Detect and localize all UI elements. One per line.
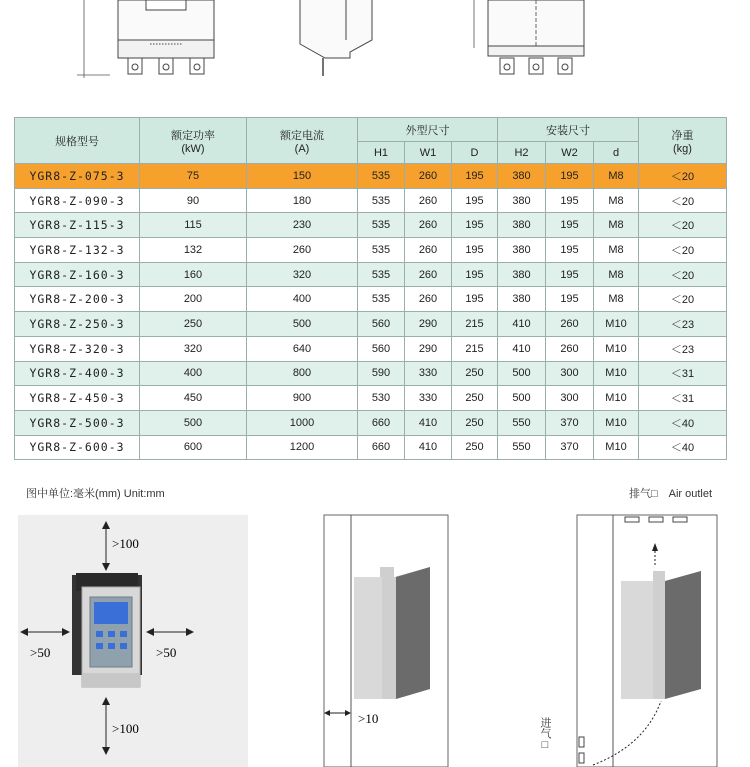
cell-current: 1200 [247,435,358,460]
cell-h1: 535 [358,213,405,238]
cell-w2: 195 [546,164,594,189]
cell-power: 450 [140,386,247,411]
cell-d-bolt: M10 [594,386,639,411]
cell-w1: 290 [405,336,452,361]
cell-h2: 380 [498,287,546,312]
cell-w1: 290 [405,312,452,337]
cell-weight: ＜31 [639,361,727,386]
cell-weight: ＜20 [639,164,727,189]
cell-d: 195 [452,238,498,263]
cell-h2: 410 [498,312,546,337]
cell-w1: 260 [405,213,452,238]
cell-w2: 260 [546,312,594,337]
cell-d: 215 [452,312,498,337]
clearance-diagram-front [0,505,260,767]
cell-current: 230 [247,213,358,238]
air-outlet-label: 排气□ Air outlet [629,488,713,500]
cell-model: YGR8-Z-160-3 [15,262,140,287]
cell-w1: 260 [405,287,452,312]
cell-w1: 260 [405,262,452,287]
cell-current: 800 [247,361,358,386]
cell-current: 320 [247,262,358,287]
cell-h2: 380 [498,213,546,238]
cell-d: 250 [452,435,498,460]
cell-current: 180 [247,188,358,213]
air-inlet-label: 进气□ [539,717,551,751]
cell-model: YGR8-Z-200-3 [15,287,140,312]
cell-weight: ＜31 [639,386,727,411]
header-d-lower: d [594,142,639,164]
table-row [15,336,727,361]
cell-model: YGR8-Z-250-3 [15,312,140,337]
cell-h1: 660 [358,435,405,460]
cell-h2: 500 [498,386,546,411]
cell-weight: ＜40 [639,435,727,460]
cell-power: 320 [140,336,247,361]
clearance-top-label: >100 [112,536,139,551]
cell-h2: 500 [498,361,546,386]
cell-current: 150 [247,164,358,189]
cell-h1: 535 [358,188,405,213]
cell-h1: 530 [358,386,405,411]
cell-w2: 195 [546,262,594,287]
cell-power: 75 [140,164,247,189]
header-outer-dims: 外型尺寸 [358,118,498,142]
header-h2: H2 [498,142,546,164]
header-model: 规格型号 [15,118,140,164]
cell-w2: 370 [546,410,594,435]
cell-power: 115 [140,213,247,238]
cell-d-bolt: M8 [594,287,639,312]
cell-weight: ＜40 [639,410,727,435]
clearance-left-label: >50 [30,645,51,660]
cell-w2: 370 [546,435,594,460]
spec-table [14,117,727,460]
cell-h2: 380 [498,262,546,287]
unit-note: 图中单位:毫米(mm) Unit:mm [26,488,165,500]
cell-model: YGR8-Z-132-3 [15,238,140,263]
header-current: 额定电流 (A) [247,118,358,164]
cell-d-bolt: M10 [594,410,639,435]
cell-h1: 535 [358,262,405,287]
cell-power: 600 [140,435,247,460]
cell-d-bolt: M10 [594,435,639,460]
cell-d-bolt: M8 [594,262,639,287]
cell-power: 132 [140,238,247,263]
header-power: 额定功率 (kW) [140,118,247,164]
cell-w1: 330 [405,386,452,411]
cell-power: 500 [140,410,247,435]
table-row [15,435,727,460]
header-h1: H1 [358,142,405,164]
table-row [15,164,727,189]
table-row [15,312,727,337]
cell-power: 160 [140,262,247,287]
table-row [15,213,727,238]
cell-w1: 410 [405,435,452,460]
cell-w2: 300 [546,386,594,411]
header-d-upper: D [452,142,498,164]
cell-w2: 195 [546,188,594,213]
cell-model: YGR8-Z-075-3 [15,164,140,189]
cell-current: 500 [247,312,358,337]
table-row [15,188,727,213]
clearance-right-label: >50 [156,645,177,660]
cell-d-bolt: M10 [594,361,639,386]
cell-h2: 550 [498,435,546,460]
cell-model: YGR8-Z-090-3 [15,188,140,213]
cell-d: 195 [452,287,498,312]
cell-w2: 300 [546,361,594,386]
spec-table-body [15,164,727,460]
cell-w2: 195 [546,287,594,312]
cell-h2: 380 [498,188,546,213]
table-row [15,238,727,263]
cell-h1: 535 [358,238,405,263]
dimension-drawings [0,0,750,100]
header-weight: 净重 (kg) [639,118,727,164]
cell-current: 260 [247,238,358,263]
cell-w1: 260 [405,164,452,189]
header-w2: W2 [546,142,594,164]
header-install-dims: 安装尺寸 [498,118,639,142]
cell-weight: ＜20 [639,213,727,238]
table-row [15,386,727,411]
airflow-diagram [565,505,740,767]
cell-h1: 560 [358,336,405,361]
cell-d: 250 [452,386,498,411]
clearance-side-label: >10 [358,711,379,726]
cell-weight: ＜23 [639,312,727,337]
cell-current: 900 [247,386,358,411]
header-w1: W1 [405,142,452,164]
cell-h1: 535 [358,164,405,189]
table-row [15,287,727,312]
clearance-diagram-side [300,505,470,767]
cell-power: 90 [140,188,247,213]
cell-w1: 410 [405,410,452,435]
cell-h1: 590 [358,361,405,386]
cell-d: 195 [452,213,498,238]
cell-h1: 560 [358,312,405,337]
cell-model: YGR8-Z-400-3 [15,361,140,386]
cell-model: YGR8-Z-320-3 [15,336,140,361]
cell-h2: 380 [498,164,546,189]
cell-w1: 260 [405,238,452,263]
cell-d-bolt: M10 [594,336,639,361]
cell-w2: 195 [546,238,594,263]
cell-weight: ＜20 [639,262,727,287]
cell-w1: 330 [405,361,452,386]
cell-w2: 195 [546,213,594,238]
cell-model: YGR8-Z-600-3 [15,435,140,460]
cell-h1: 660 [358,410,405,435]
cell-d: 250 [452,410,498,435]
cell-d-bolt: M8 [594,188,639,213]
cell-w1: 260 [405,188,452,213]
cell-weight: ＜20 [639,238,727,263]
cell-current: 640 [247,336,358,361]
cell-h2: 410 [498,336,546,361]
cell-power: 200 [140,287,247,312]
cell-h2: 380 [498,238,546,263]
cell-d-bolt: M8 [594,213,639,238]
cell-weight: ＜20 [639,287,727,312]
cell-current: 1000 [247,410,358,435]
cell-power: 400 [140,361,247,386]
clearance-bottom-label: >100 [112,721,139,736]
cell-h2: 550 [498,410,546,435]
cell-weight: ＜23 [639,336,727,361]
cell-d-bolt: M8 [594,238,639,263]
cell-h1: 535 [358,287,405,312]
cell-power: 250 [140,312,247,337]
cell-d: 195 [452,164,498,189]
cell-d-bolt: M8 [594,164,639,189]
cell-w2: 260 [546,336,594,361]
cell-d: 195 [452,188,498,213]
soft-starter-device-image [72,573,142,687]
cell-d: 195 [452,262,498,287]
cell-d: 215 [452,336,498,361]
table-row [15,410,727,435]
cell-weight: ＜20 [639,188,727,213]
table-row [15,262,727,287]
cell-model: YGR8-Z-115-3 [15,213,140,238]
cell-d-bolt: M10 [594,312,639,337]
cell-model: YGR8-Z-500-3 [15,410,140,435]
cell-model: YGR8-Z-450-3 [15,386,140,411]
cell-d: 250 [452,361,498,386]
table-row [15,361,727,386]
cell-current: 400 [247,287,358,312]
